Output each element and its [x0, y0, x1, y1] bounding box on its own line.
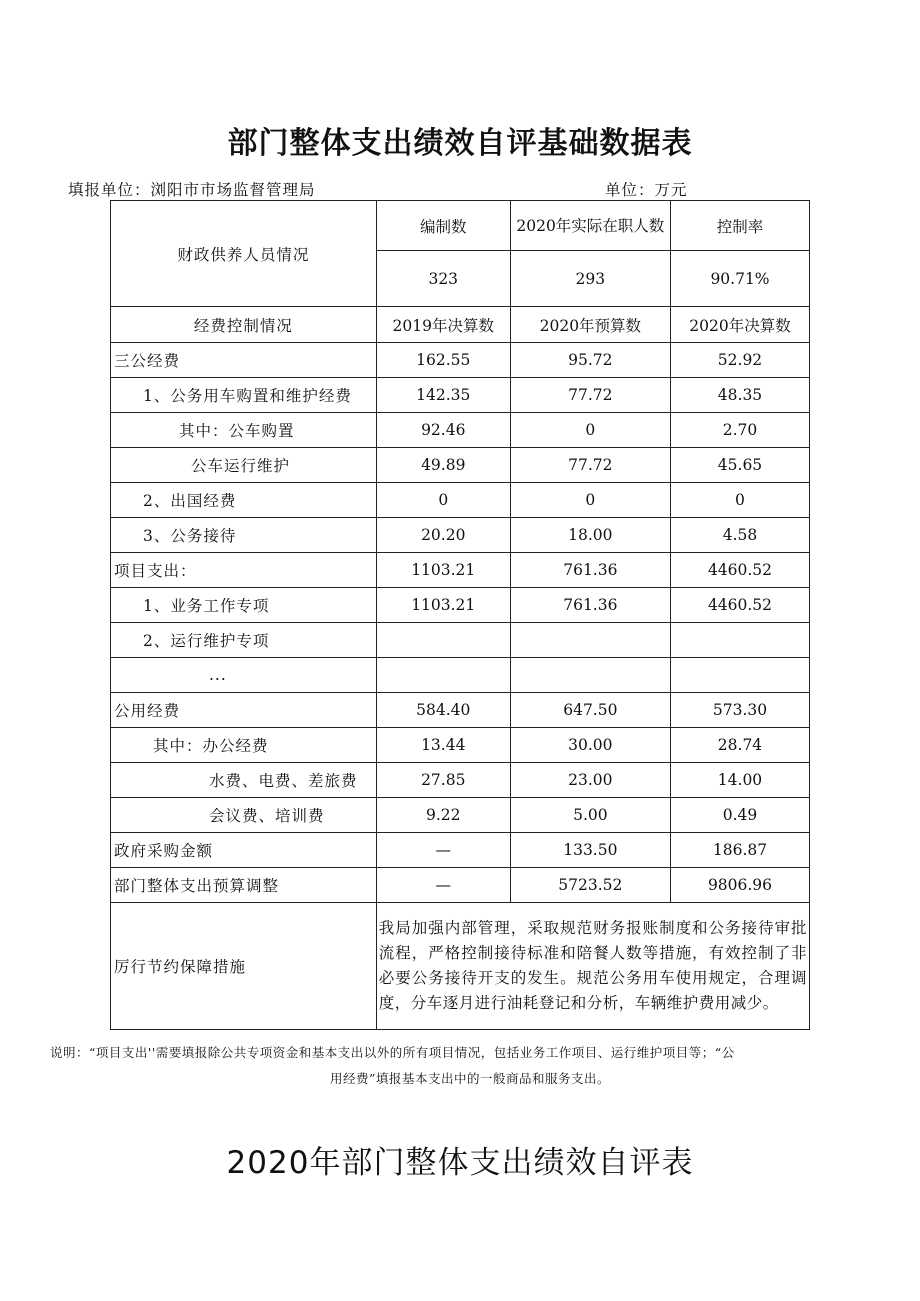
- row-value: [510, 658, 670, 693]
- row-value: —: [376, 868, 510, 903]
- row-label: 1、公务用车购置和维护经费: [111, 378, 377, 413]
- row-value: 49.89: [376, 448, 510, 483]
- row-label: ...: [111, 658, 377, 693]
- row-label: 会议费、培训费: [111, 798, 377, 833]
- row-value: 30.00: [510, 728, 670, 763]
- row-value: 647.50: [510, 693, 670, 728]
- row-value: 13.44: [376, 728, 510, 763]
- row-value: 9.22: [376, 798, 510, 833]
- table-row: [111, 763, 810, 798]
- row-label: 水费、电费、差旅费: [111, 763, 377, 798]
- row-value: 28.74: [670, 728, 809, 763]
- row-label: 1、业务工作专项: [111, 588, 377, 623]
- row-label: 3、公务接待: [111, 518, 377, 553]
- funds-column-header: 2020年决算数: [670, 307, 809, 343]
- row-value: 761.36: [510, 553, 670, 588]
- table-row: [111, 693, 810, 728]
- row-value: 761.36: [510, 588, 670, 623]
- row-value: 4460.52: [670, 588, 809, 623]
- row-value: [510, 623, 670, 658]
- row-value: 0: [670, 483, 809, 518]
- row-value: 9806.96: [670, 868, 809, 903]
- table-row: [111, 728, 810, 763]
- staffing-header: 2020年实际在职人数: [510, 201, 670, 251]
- row-value: 5.00: [510, 798, 670, 833]
- footnote-line: 用经费”填报基本支出中的一般商品和服务支出。: [330, 1071, 610, 1086]
- row-value: 77.72: [510, 448, 670, 483]
- row-label: 公车运行维护: [111, 448, 377, 483]
- staffing-value: 90.71%: [670, 251, 809, 307]
- row-value: 92.46: [376, 413, 510, 448]
- staffing-value: 293: [510, 251, 670, 307]
- funds-column-header: 2019年决算数: [376, 307, 510, 343]
- row-value: 20.20: [376, 518, 510, 553]
- row-value: 4460.52: [670, 553, 809, 588]
- row-value: 52.92: [670, 343, 809, 378]
- table-row: [111, 483, 810, 518]
- row-value: 27.85: [376, 763, 510, 798]
- row-value: 584.40: [376, 693, 510, 728]
- row-value: 0: [510, 413, 670, 448]
- row-value: 48.35: [670, 378, 809, 413]
- row-value: 0: [510, 483, 670, 518]
- row-label: 公用经费: [111, 693, 377, 728]
- row-value: 162.55: [376, 343, 510, 378]
- row-value: 1103.21: [376, 588, 510, 623]
- page-title: 部门整体支出绩效自评基础数据表: [227, 126, 693, 161]
- row-value: [670, 658, 809, 693]
- row-label: 三公经费: [111, 343, 377, 378]
- row-label: 部门整体支出预算调整: [111, 868, 377, 903]
- measures-label: 厉行节约保障措施: [111, 903, 377, 1030]
- table-row: [111, 868, 810, 903]
- data-table: [110, 200, 810, 1030]
- row-value: 14.00: [670, 763, 809, 798]
- row-value: 4.58: [670, 518, 809, 553]
- row-value: 18.00: [510, 518, 670, 553]
- table-row: [111, 798, 810, 833]
- row-value: [670, 623, 809, 658]
- row-value: 133.50: [510, 833, 670, 868]
- table-row: [111, 518, 810, 553]
- row-value: [376, 623, 510, 658]
- row-label: 其中：公车购置: [111, 413, 377, 448]
- row-value: 2.70: [670, 413, 809, 448]
- staffing-header: 编制数: [376, 201, 510, 251]
- row-label: 2、出国经费: [111, 483, 377, 518]
- row-value: 77.72: [510, 378, 670, 413]
- row-label: 2、运行维护专项: [111, 623, 377, 658]
- fill-unit-label: 填报单位：浏阳市市场监督管理局: [68, 181, 316, 199]
- row-value: 0: [376, 483, 510, 518]
- row-value: [376, 658, 510, 693]
- row-value: —: [376, 833, 510, 868]
- staffing-value: 323: [376, 251, 510, 307]
- row-label: 项目支出：: [111, 553, 377, 588]
- table-row: [111, 623, 810, 658]
- funds-rows: [111, 343, 810, 903]
- table-row: [111, 378, 810, 413]
- row-value: 1103.21: [376, 553, 510, 588]
- table-row: [111, 448, 810, 483]
- footnote: [50, 1040, 890, 1092]
- money-unit-label: 单位：万元: [605, 181, 688, 199]
- funds-label: 经费控制情况: [111, 307, 377, 343]
- table-row: [111, 833, 810, 868]
- table-row: [111, 553, 810, 588]
- row-value: 95.72: [510, 343, 670, 378]
- footnote-line: 说明：“项目支出''需要填报除公共专项资金和基本支出以外的所有项目情况，包括业务工作项目、运行维护项目等；“公: [50, 1045, 735, 1060]
- row-label: 其中：办公经费: [111, 728, 377, 763]
- row-value: 45.65: [670, 448, 809, 483]
- table-row: [111, 588, 810, 623]
- table-row: [111, 413, 810, 448]
- section-title: 2020年部门整体支出绩效自评表: [226, 1145, 694, 1181]
- row-value: 5723.52: [510, 868, 670, 903]
- row-label: 政府采购金额: [111, 833, 377, 868]
- table-row: [111, 658, 810, 693]
- staffing-header: 控制率: [670, 201, 809, 251]
- row-value: 23.00: [510, 763, 670, 798]
- measures-text: 我局加强内部管理，采取规范财务报账制度和公务接待审批流程，严格控制接待标准和陪餐人数等措施，有效控制了非必要公务接待开支的发生。规范公务用车使用规定，合理调度，分车逐月进行油耗登记和分析，车辆维护费用减少。: [376, 903, 809, 1030]
- row-value: 186.87: [670, 833, 809, 868]
- row-value: 0.49: [670, 798, 809, 833]
- table-row: [111, 343, 810, 378]
- row-value: 573.30: [670, 693, 809, 728]
- row-value: 142.35: [376, 378, 510, 413]
- staffing-label: 财政供养人员情况: [111, 201, 377, 307]
- funds-column-header: 2020年预算数: [510, 307, 670, 343]
